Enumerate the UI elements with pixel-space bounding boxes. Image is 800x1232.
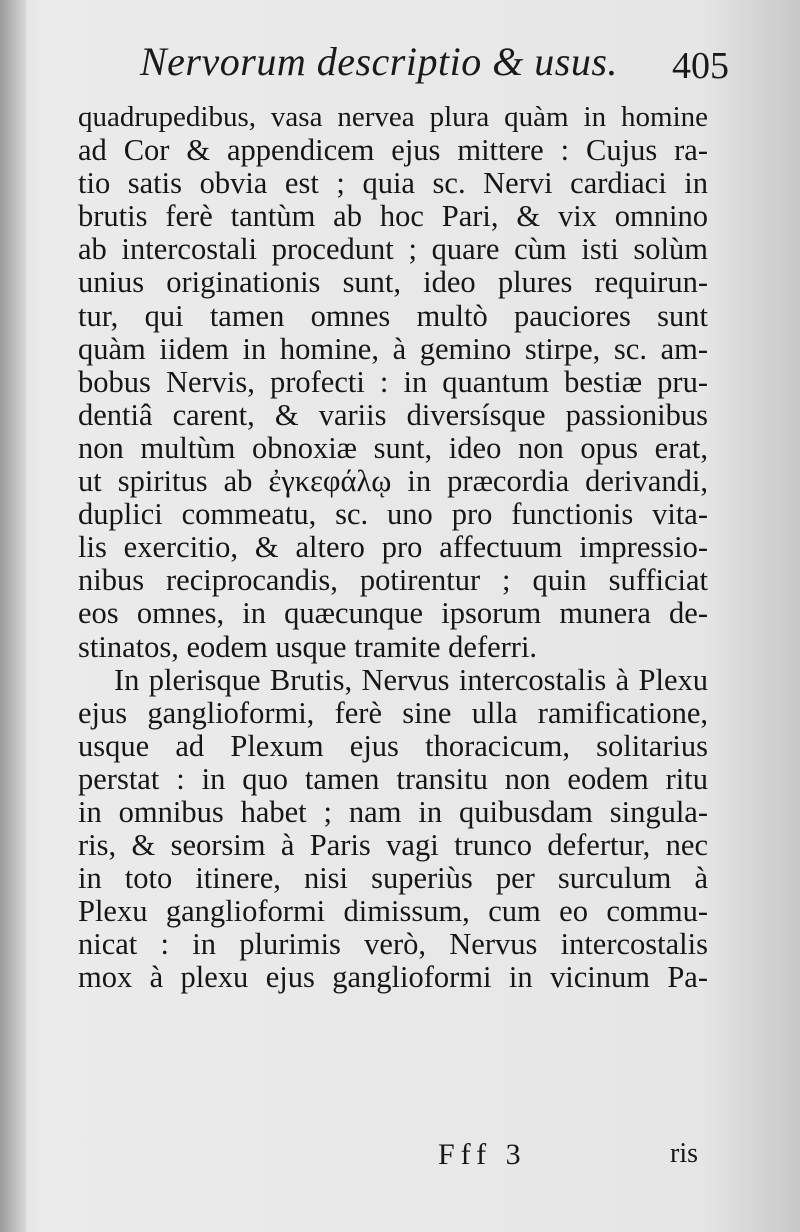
text-line: stinatos, eodem usque tramite deferri. — [78, 630, 538, 664]
text-line: In plerisque Brutis, Nervus intercostalis à Plexu — [114, 663, 708, 697]
text-line: perstat : in quo tamen transitu non eodem ritu — [78, 762, 708, 796]
text-line: duplici commeatu, sc. uno pro functionis vita- — [78, 498, 708, 532]
text-line: bobus Nervis, profecti : in quantum bestiæ pru- — [78, 365, 708, 399]
text-line: nicat : in plurimis verò, Nervus intercostalis — [78, 928, 708, 962]
text-line: brutis ferè tantùm ab hoc Pari, & vix omnino — [78, 200, 708, 234]
text-line: ejus ganglioformi, ferè sine ulla ramificatione, — [78, 696, 708, 730]
text-line: eos omnes, in quæcunque ipsorum munera de- — [78, 597, 708, 631]
text-line: usque ad Plexum ejus thoracicum, solitarius — [78, 729, 708, 763]
page-number: 405 — [672, 45, 729, 87]
text-line: ut spiritus ab ἐγκεφάλῳ in præcordia derivandi, — [78, 465, 708, 499]
text-line: ab intercostali procedunt ; quare cùm isti solùm — [78, 233, 708, 267]
catchword: ris — [670, 1138, 698, 1169]
signature-mark: Fff 3 — [438, 1138, 527, 1171]
text-line: non multùm obnoxiæ sunt, ideo non opus erat, — [78, 431, 708, 465]
page-header — [0, 38, 800, 98]
text-line: dentiâ carent, & variis diversísque passionibus — [78, 398, 708, 432]
text-line: ris, & seorsim à Paris vagi trunco defertur, nec — [78, 829, 708, 863]
text-line: Plexu ganglioformi dimissum, cum eo commu- — [78, 895, 708, 929]
text-line: in omnibus habet ; nam in quibusdam singula- — [78, 795, 708, 829]
text-line: lis exercitio, & altero pro affectuum impressio- — [78, 531, 708, 565]
text-line: tio satis obvia est ; quia sc. Nervi cardiaci in — [78, 167, 708, 201]
text-line: quàm iidem in homine, à gemino stirpe, sc. am- — [78, 332, 708, 366]
text-line: tur, qui tamen omnes multò pauciores sunt — [78, 299, 708, 333]
running-title: Nervorum descriptio & usus. — [140, 39, 618, 84]
text-line: ad Cor & appendicem ejus mittere : Cujus ra- — [78, 134, 708, 168]
text-line: nibus reciprocandis, potirentur ; quin sufficiat — [78, 564, 708, 598]
text-line: quadrupedibus, vasa nervea plura quàm in homine — [78, 101, 708, 133]
text-line: unius originationis sunt, ideo plures requirun- — [78, 266, 708, 300]
page-footer — [0, 1138, 800, 1178]
text-line: mox à plexu ejus ganglioformi in vicinum Pa- — [78, 961, 708, 995]
body-text — [78, 101, 708, 995]
text-line: in toto itinere, nisi superiùs per surculum à — [78, 862, 708, 896]
